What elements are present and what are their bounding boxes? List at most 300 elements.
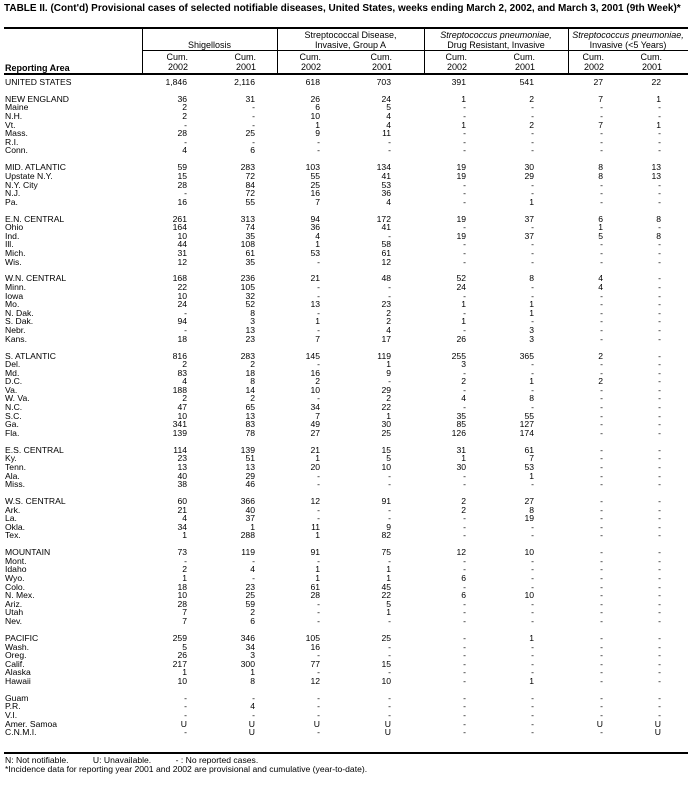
value-cell: 10: [524, 547, 534, 558]
table-row: [0, 728, 688, 737]
value-cell: -: [317, 650, 320, 661]
group-header: [424, 30, 568, 50]
value-cell: -: [658, 616, 661, 627]
value-cell: 139: [240, 444, 255, 455]
group-header-line1: Streptococcal Disease,: [304, 30, 397, 40]
value-cell: -: [317, 282, 320, 293]
value-cell: -: [600, 402, 603, 413]
value-cell: U: [248, 727, 255, 738]
value-cell: 77: [310, 658, 320, 669]
value-cell: -: [317, 359, 320, 370]
value-cell: 26: [177, 650, 187, 661]
value-cell: 34: [245, 641, 255, 652]
value-cell: -: [658, 496, 661, 507]
value-cell: -: [388, 145, 391, 156]
table-row: [0, 232, 688, 241]
subheader-cum-2001: [196, 53, 256, 72]
value-cell: 61: [245, 247, 255, 258]
value-cell: -: [317, 145, 320, 156]
value-cell: 36: [381, 188, 391, 199]
value-cell: -: [531, 239, 534, 250]
value-cell: -: [658, 188, 661, 199]
value-cell: 1: [386, 573, 391, 584]
group-header-line2: Shigellosis: [187, 40, 232, 50]
table-row: [0, 523, 688, 532]
value-cell: -: [658, 632, 661, 643]
value-cell: -: [388, 282, 391, 293]
value-cell: -: [600, 188, 603, 199]
value-cell: -: [600, 307, 603, 318]
value-cell: 13: [310, 299, 320, 310]
value-cell: -: [463, 701, 466, 712]
value-cell: -: [531, 573, 534, 584]
value-cell: 61: [524, 444, 534, 455]
reporting-area-cell: Wyo.: [5, 573, 25, 584]
value-cell: 816: [172, 350, 187, 361]
value-cell: 105: [240, 282, 255, 293]
value-cell: -: [317, 513, 320, 524]
reporting-area-header: Reporting Area: [5, 63, 70, 73]
reporting-area-cell: Miss.: [5, 479, 26, 490]
value-cell: -: [531, 384, 534, 395]
value-cell: -: [463, 325, 466, 336]
value-cell: -: [531, 367, 534, 378]
value-cell: 53: [524, 461, 534, 472]
value-cell: -: [600, 299, 603, 310]
value-cell: 1: [529, 376, 534, 387]
reporting-area-cell: Mich.: [5, 247, 26, 258]
value-cell: -: [317, 727, 320, 738]
value-cell: -: [463, 256, 466, 267]
reporting-area-cell: Oreg.: [5, 650, 27, 661]
reporting-area-cell: Colo.: [5, 581, 26, 592]
table-row: [0, 360, 688, 369]
legend-dash: - : No reported cases.: [175, 755, 259, 765]
reporting-area-cell: Ariz.: [5, 598, 23, 609]
value-cell: 1: [529, 470, 534, 481]
value-cell: 25: [310, 179, 320, 190]
value-cell: -: [531, 530, 534, 541]
reporting-area-cell: Mont.: [5, 555, 27, 566]
value-cell: 1: [386, 359, 391, 370]
table-row: [0, 583, 688, 592]
value-cell: -: [600, 393, 603, 404]
value-cell: -: [388, 376, 391, 387]
legend-u: U: Unavailable.: [92, 755, 152, 765]
value-cell: 34: [177, 521, 187, 532]
value-cell: 34: [310, 402, 320, 413]
value-cell: 341: [172, 419, 187, 430]
value-cell: -: [388, 555, 391, 566]
value-cell: -: [658, 581, 661, 592]
group-header-italic: Streptococcus pneumoniae,: [572, 30, 684, 40]
value-cell: -: [388, 230, 391, 241]
value-cell: 18: [245, 367, 255, 378]
value-cell: -: [531, 479, 534, 490]
value-cell: 94: [310, 213, 320, 224]
value-cell: -: [463, 616, 466, 627]
value-cell: -: [317, 470, 320, 481]
value-cell: -: [600, 496, 603, 507]
table-row: [0, 446, 688, 455]
value-cell: 5: [182, 641, 187, 652]
value-cell: 6: [598, 213, 603, 224]
table-row: [0, 258, 688, 267]
table-row: [0, 309, 688, 318]
value-cell: 119: [377, 350, 391, 361]
value-cell: -: [463, 650, 466, 661]
value-cell: 7: [182, 616, 187, 627]
reporting-area-cell: Upstate N.Y.: [5, 170, 53, 181]
value-cell: 59: [245, 598, 255, 609]
value-cell: 10: [310, 384, 320, 395]
subheader-year: 2002: [583, 61, 604, 72]
value-cell: -: [658, 709, 661, 720]
table-row: [0, 668, 688, 677]
table-row: [0, 326, 688, 335]
reporting-area-cell: Ark.: [5, 504, 21, 515]
reporting-area-cell: Okla.: [5, 521, 26, 532]
table-row: [0, 711, 688, 720]
table-row: [0, 454, 688, 463]
value-cell: 108: [240, 239, 255, 250]
value-cell: -: [184, 709, 187, 720]
value-cell: 145: [305, 350, 320, 361]
value-cell: -: [531, 709, 534, 720]
value-cell: 22: [177, 282, 187, 293]
value-cell: -: [600, 701, 603, 712]
value-cell: 32: [245, 290, 255, 301]
value-cell: -: [531, 641, 534, 652]
value-cell: 2: [386, 307, 391, 318]
value-cell: -: [658, 402, 661, 413]
value-cell: 24: [381, 93, 391, 104]
value-cell: 1: [386, 410, 391, 421]
reporting-area-cell: Md.: [5, 367, 20, 378]
value-cell: 28: [177, 179, 187, 190]
value-cell: -: [184, 188, 187, 199]
table-row: [0, 694, 688, 703]
value-cell: -: [317, 307, 320, 318]
value-cell: -: [252, 709, 255, 720]
value-cell: -: [658, 196, 661, 207]
value-cell: 58: [381, 239, 391, 250]
section-spacer: [0, 206, 688, 214]
value-cell: 65: [245, 402, 255, 413]
value-cell: 7: [529, 453, 534, 464]
value-cell: 55: [310, 170, 320, 181]
section-spacer: [0, 437, 688, 445]
value-cell: U: [384, 718, 391, 729]
value-cell: 10: [177, 290, 187, 301]
table-body: [0, 78, 688, 737]
value-cell: 3: [250, 316, 255, 327]
value-cell: -: [463, 513, 466, 524]
value-cell: -: [600, 658, 603, 669]
subheader-label: Cum.: [513, 52, 535, 62]
value-cell: 1: [315, 564, 320, 575]
table-row: [0, 172, 688, 181]
value-cell: 40: [177, 470, 187, 481]
group-header: [142, 40, 277, 50]
value-cell: 35: [245, 256, 255, 267]
value-cell: 1: [315, 530, 320, 541]
value-cell: -: [317, 667, 320, 678]
value-cell: -: [463, 675, 466, 686]
table-row: [0, 352, 688, 361]
value-cell: 41: [381, 170, 391, 181]
value-cell: 172: [376, 213, 391, 224]
reporting-area-cell: Ga.: [5, 419, 19, 430]
value-cell: -: [600, 479, 603, 490]
value-cell: 48: [381, 273, 391, 284]
table-row: [0, 95, 688, 104]
reporting-area-cell: Iowa: [5, 290, 24, 301]
value-cell: -: [463, 555, 466, 566]
table-row: [0, 138, 688, 147]
value-cell: -: [531, 650, 534, 661]
value-cell: -: [184, 692, 187, 703]
value-cell: -: [600, 641, 603, 652]
value-cell: 15: [381, 444, 391, 455]
value-cell: -: [317, 325, 320, 336]
value-cell: 12: [310, 675, 320, 686]
value-cell: -: [600, 196, 603, 207]
value-cell: -: [388, 290, 391, 301]
value-cell: 391: [451, 77, 466, 87]
value-cell: -: [658, 504, 661, 515]
value-cell: 134: [376, 162, 391, 173]
value-cell: -: [531, 658, 534, 669]
value-cell: -: [658, 470, 661, 481]
value-cell: -: [531, 564, 534, 575]
value-cell: 2: [182, 564, 187, 575]
value-cell: 1: [529, 675, 534, 686]
value-cell: 60: [177, 496, 187, 507]
subheader-year: 2002: [446, 61, 467, 72]
reporting-area-cell: N.C.: [5, 402, 23, 413]
value-cell: 19: [456, 162, 466, 173]
value-cell: -: [658, 102, 661, 113]
value-cell: 19: [456, 213, 466, 224]
value-cell: 10: [524, 590, 534, 601]
table-row: [0, 103, 688, 112]
value-cell: -: [463, 727, 466, 738]
value-cell: 6: [250, 616, 255, 627]
reporting-area-cell: Hawaii: [5, 675, 31, 686]
value-cell: 36: [310, 222, 320, 233]
value-cell: -: [463, 179, 466, 190]
table-row: [0, 335, 688, 344]
value-cell: -: [600, 444, 603, 455]
value-cell: U: [654, 727, 661, 738]
value-cell: -: [600, 598, 603, 609]
table-row: [0, 412, 688, 421]
value-cell: -: [600, 555, 603, 566]
value-cell: -: [388, 136, 391, 147]
value-cell: 26: [310, 93, 320, 104]
subheader-cum-2001: [332, 53, 392, 72]
reporting-area-cell: Conn.: [5, 145, 28, 156]
value-cell: -: [463, 145, 466, 156]
value-cell: 13: [245, 410, 255, 421]
table-row: [0, 283, 688, 292]
value-cell: 103: [305, 162, 320, 173]
table-row: [0, 377, 688, 386]
value-cell: -: [600, 453, 603, 464]
value-cell: 35: [245, 230, 255, 241]
value-cell: 2: [529, 93, 534, 104]
value-cell: -: [600, 316, 603, 327]
table-row: [0, 129, 688, 138]
value-cell: 8: [656, 213, 661, 224]
value-cell: -: [531, 616, 534, 627]
value-cell: 25: [245, 590, 255, 601]
reporting-area-cell: C.N.M.I.: [5, 727, 37, 738]
value-cell: 1: [598, 222, 603, 233]
reporting-area-cell: Guam: [5, 692, 29, 703]
value-cell: -: [531, 102, 534, 113]
value-cell: -: [388, 692, 391, 703]
value-cell: 1: [461, 119, 466, 130]
value-cell: 2: [250, 359, 255, 370]
value-cell: 1: [315, 316, 320, 327]
value-cell: 55: [524, 410, 534, 421]
subheader-year: 2001: [641, 61, 662, 72]
value-cell: 261: [172, 213, 187, 224]
value-cell: 38: [177, 479, 187, 490]
value-cell: -: [252, 111, 255, 122]
value-cell: 6: [250, 145, 255, 156]
value-cell: 2: [461, 496, 466, 507]
value-cell: -: [600, 419, 603, 430]
value-cell: 9: [315, 128, 320, 139]
value-cell: 18: [177, 333, 187, 344]
value-cell: 126: [451, 427, 466, 438]
value-cell: 8: [656, 230, 661, 241]
value-cell: 23: [245, 581, 255, 592]
table-row: [0, 574, 688, 583]
value-cell: 2: [598, 350, 603, 361]
value-cell: -: [388, 709, 391, 720]
value-cell: 4: [461, 393, 466, 404]
table-row: [0, 677, 688, 686]
value-cell: 2: [386, 393, 391, 404]
value-cell: -: [388, 650, 391, 661]
value-cell: 4: [386, 111, 391, 122]
top-rule: [4, 27, 688, 29]
value-cell: 4: [250, 564, 255, 575]
table-row: [0, 403, 688, 412]
value-cell: 8: [529, 273, 534, 284]
value-cell: -: [463, 247, 466, 258]
value-cell: -: [600, 247, 603, 258]
value-cell: 4: [182, 513, 187, 524]
value-cell: 10: [177, 675, 187, 686]
table-row: [0, 531, 688, 540]
value-cell: -: [600, 239, 603, 250]
reporting-area-cell: Fla.: [5, 427, 20, 438]
value-cell: -: [600, 590, 603, 601]
table-row: [0, 506, 688, 515]
value-cell: -: [463, 667, 466, 678]
value-cell: -: [600, 547, 603, 558]
table-row: [0, 240, 688, 249]
value-cell: 6: [461, 573, 466, 584]
value-cell: -: [600, 102, 603, 113]
value-cell: U: [248, 718, 255, 729]
value-cell: 16: [310, 188, 320, 199]
value-cell: -: [463, 367, 466, 378]
value-cell: 13: [177, 461, 187, 472]
value-cell: 7: [598, 119, 603, 130]
reporting-area-cell: MOUNTAIN: [5, 547, 51, 558]
value-cell: 188: [172, 384, 187, 395]
subheader-cum-2002: [407, 53, 467, 72]
value-cell: -: [600, 632, 603, 643]
value-cell: 1: [529, 196, 534, 207]
value-cell: -: [658, 367, 661, 378]
value-cell: 61: [310, 581, 320, 592]
subheader-label: Cum.: [445, 52, 467, 62]
value-cell: -: [317, 504, 320, 515]
table-row: [0, 651, 688, 660]
reporting-area-cell: PACIFIC: [5, 632, 39, 643]
subheader-year: 2002: [300, 61, 321, 72]
table-row: [0, 112, 688, 121]
value-cell: 1: [656, 93, 661, 104]
group-header: [568, 30, 688, 50]
value-cell: 25: [381, 632, 391, 643]
value-cell: -: [184, 307, 187, 318]
value-cell: -: [658, 136, 661, 147]
reporting-area-cell: Kans.: [5, 333, 27, 344]
value-cell: 24: [456, 282, 466, 293]
table-row: [0, 591, 688, 600]
reporting-area-cell: Utah: [5, 607, 24, 618]
subheader-label: Cum.: [299, 52, 321, 62]
group-header-rule: [142, 50, 688, 51]
reporting-area-cell: Nev.: [5, 616, 23, 627]
table-row: [0, 634, 688, 643]
reporting-area-cell: S. Dak.: [5, 316, 34, 327]
table-row: [0, 565, 688, 574]
value-cell: -: [658, 111, 661, 122]
value-cell: 236: [240, 273, 255, 284]
value-cell: -: [658, 658, 661, 669]
value-cell: -: [252, 119, 255, 130]
value-cell: 1: [315, 573, 320, 584]
value-cell: U: [384, 727, 391, 738]
footer-rule: [4, 752, 688, 754]
value-cell: 288: [240, 530, 255, 541]
value-cell: -: [658, 273, 661, 284]
group-header-line2: Invasive (<5 Years): [589, 40, 667, 50]
value-cell: 21: [177, 504, 187, 515]
value-cell: 2: [182, 359, 187, 370]
value-cell: -: [600, 461, 603, 472]
group-header-line2: Invasive, Group A: [314, 40, 387, 50]
header-bottom-rule: [4, 73, 688, 75]
table-row: [0, 643, 688, 652]
value-cell: -: [184, 136, 187, 147]
value-cell: 11: [311, 521, 320, 532]
value-cell: 22: [381, 402, 391, 413]
subheader-label: Cum.: [640, 52, 662, 62]
table-row: [0, 292, 688, 301]
value-cell: -: [658, 692, 661, 703]
value-cell: 703: [376, 77, 391, 87]
